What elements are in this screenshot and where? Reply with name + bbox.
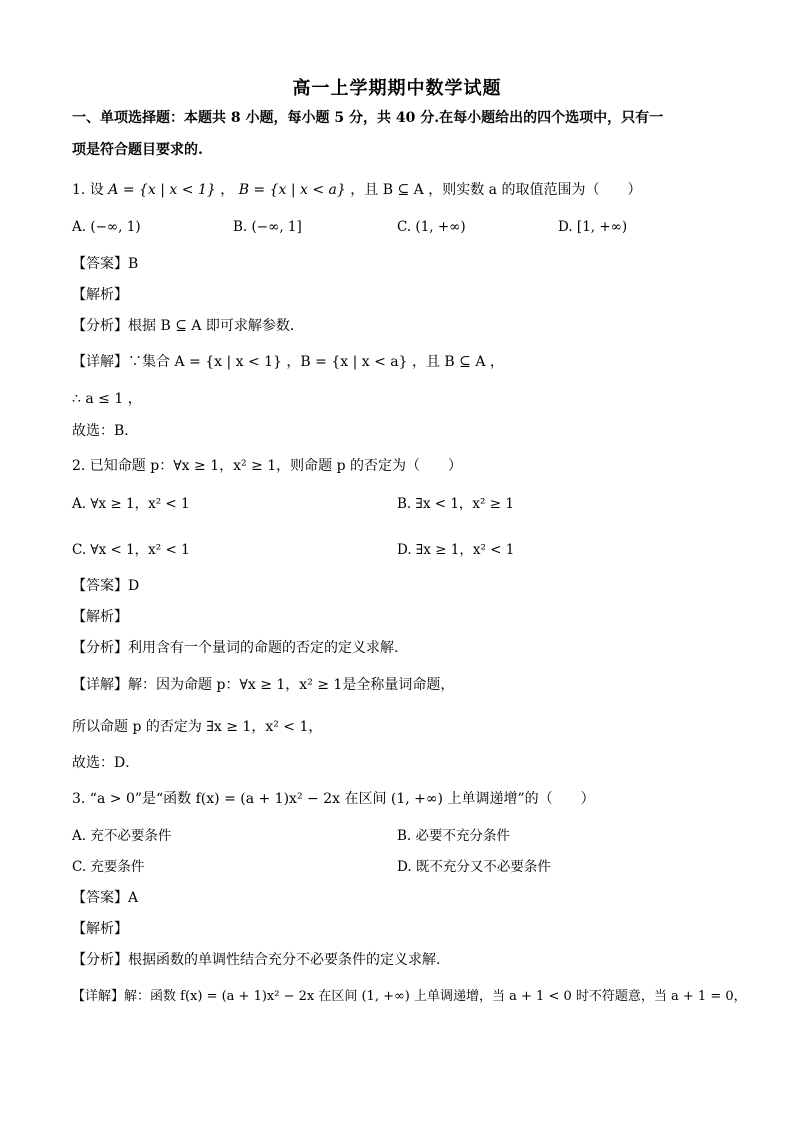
q2-detail-text: 解：因为命题 p：∀x ≥ 1，x² ≥ 1是全称量词命题， xyxy=(128,677,455,693)
q1-set-b: B = {x | x < a} xyxy=(238,182,346,198)
q1-option-d: D. [1, +∞) xyxy=(558,219,628,235)
detail-label: 【详解】 xyxy=(72,354,128,370)
answer-label: 【答案】 xyxy=(72,890,128,906)
q3-fenxi-text: 根据函数的单调性结合充分不必要条件的定义求解. xyxy=(128,952,441,968)
section-heading-line2: 项是符合题目要求的. xyxy=(72,142,203,158)
q3-answer xyxy=(72,888,138,908)
q2-step: 所以命题 p 的否定为 ∃x ≥ 1，x² < 1， xyxy=(72,719,323,735)
q1-option-b: B. (−∞, 1] xyxy=(233,219,302,235)
q1-choose: 故选：B． xyxy=(72,423,139,439)
q1-answer xyxy=(72,254,138,274)
q1-detail-text: ∵集合 A = {x | x < 1} ，B = {x | x < a} ，且 B ⊆ A ， xyxy=(128,354,504,370)
q2-choose: 故选：D． xyxy=(72,755,140,771)
q1-set-a: A = {x | x < 1} xyxy=(108,182,216,198)
q3-option-d: D. 既不充分又不必要条件 xyxy=(397,859,551,875)
q2-option-c: C. ∀x < 1，x² < 1 xyxy=(72,542,190,558)
q1-fenxi-text: 根据 B ⊆ A 即可求解参数． xyxy=(128,318,304,334)
answer-label: 【答案】 xyxy=(72,256,128,272)
q1-fenxi xyxy=(72,316,304,336)
q3-detail-text: 解：函数 f(x) = (a + 1)x² − 2x 在区间 (1, +∞) 上单调递增，当 a + 1 < 0 时不符题意，当 a + 1 = 0， xyxy=(124,989,747,1004)
q3-detail xyxy=(72,987,747,1007)
q3-stem: 3. “a > 0”是“函数 f(x) = (a + 1)x² − 2x 在区间 (1, +∞) 上单调递增”的（ ） xyxy=(72,791,595,807)
q1-condition: ，且 B ⊆ A ，则实数 a 的取值范围为（ ） xyxy=(350,182,642,198)
q3-option-c: C. 充要条件 xyxy=(72,859,145,875)
q3-option-b: B. 必要不充分条件 xyxy=(397,828,511,844)
q1-option-a: A. (−∞, 1) xyxy=(72,219,141,235)
q2-option-d: D. ∃x ≥ 1，x² < 1 xyxy=(397,542,515,558)
fenxi-label: 【分析】 xyxy=(72,318,128,334)
q1-analysis-label: 【解析】 xyxy=(72,287,128,303)
detail-label: 【详解】 xyxy=(72,989,125,1004)
q2-answer-value: D xyxy=(128,578,140,594)
answer-label: 【答案】 xyxy=(72,578,128,594)
fenxi-label: 【分析】 xyxy=(72,952,128,968)
q1-num: 1. 设 xyxy=(72,182,104,198)
q2-stem: 2. 已知命题 p：∀x ≥ 1，x² ≥ 1，则命题 p 的否定为（ ） xyxy=(72,458,463,474)
detail-label: 【详解】 xyxy=(72,677,128,693)
q2-detail xyxy=(72,675,454,695)
q3-option-a: A. 充不必要条件 xyxy=(72,828,172,844)
q1-option-c: C. (1, +∞) xyxy=(397,219,466,235)
section-heading-line1: 一、单项选择题：本题共 8 小题，每小题 5 分，共 40 分.在每小题给出的四个选项中，只有一 xyxy=(72,110,664,126)
q2-analysis-label: 【解析】 xyxy=(72,609,128,625)
q2-answer xyxy=(72,576,139,596)
q1-detail xyxy=(72,352,504,372)
q1-stem: 1. 设 A = {x | x < 1} ， B = {x | x < a} ，且 B ⊆ A ，则实数 a 的取值范围为（ ） xyxy=(72,182,642,198)
q2-option-a: A. ∀x ≥ 1，x² < 1 xyxy=(72,496,190,512)
page-title: 高一上学期期中数学试题 xyxy=(292,78,502,99)
q2-option-b: B. ∃x < 1，x² ≥ 1 xyxy=(397,496,514,512)
q1-answer-value: B xyxy=(128,256,139,272)
fenxi-label: 【分析】 xyxy=(72,640,128,656)
q1-step: ∴ a ≤ 1 ， xyxy=(72,391,142,407)
q3-analysis-label: 【解析】 xyxy=(72,921,128,937)
q2-fenxi-text: 利用含有一个量词的命题的否定的定义求解. xyxy=(128,640,399,656)
q3-fenxi xyxy=(72,950,440,970)
q3-answer-value: A xyxy=(128,890,139,906)
q2-fenxi xyxy=(72,638,398,658)
